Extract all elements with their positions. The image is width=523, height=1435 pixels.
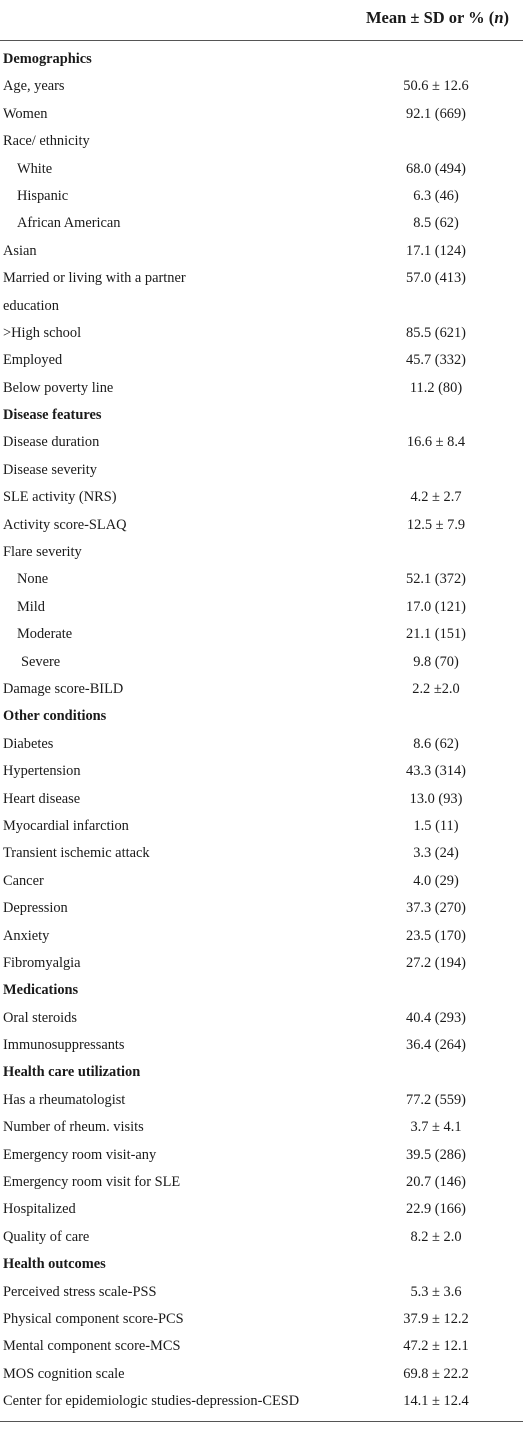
table-row [0,842,523,869]
table-row [0,349,523,376]
row-value: 27.2 (194) [406,954,466,971]
section-heading: Medications [3,982,79,999]
table-row [0,240,523,267]
row-value: 5.3 ± 3.6 [410,1283,462,1300]
table-row [0,75,523,102]
table-row [0,678,523,705]
row-value: 8.2 ± 2.0 [410,1228,462,1245]
row-label: Women [3,105,48,122]
table-row [0,1144,523,1171]
row-label: Hospitalized [3,1201,76,1218]
row-label: None [17,571,49,588]
table-row [0,815,523,842]
row-label: Employed [3,352,63,369]
row-value: 12.5 ± 7.9 [406,516,466,533]
table-row [0,1116,523,1143]
row-value: 20.7 (146) [406,1174,466,1191]
row-value: 23.5 (170) [406,927,466,944]
row-value: 22.9 (166) [406,1201,466,1218]
section-heading-row [0,1061,523,1088]
row-value: 21.1 (151) [406,626,466,643]
row-label: Disease duration [3,434,100,451]
row-label: education [3,297,59,314]
table-row [0,1226,523,1253]
row-label: Age, years [3,78,65,95]
table-row [0,788,523,815]
table-row [0,103,523,130]
row-label: >High school [3,324,82,341]
row-label: Physical component score-PCS [3,1310,184,1327]
row-value: 45.7 (332) [406,352,466,369]
row-label: Quality of care [3,1228,90,1245]
row-value: 11.2 (80) [409,379,463,396]
table-row [0,212,523,239]
row-value: 9.8 (70) [413,653,459,670]
table-row [0,1198,523,1225]
section-heading: Health outcomes [3,1256,106,1273]
row-value: 3.3 (24) [413,845,459,862]
section-heading-row [0,48,523,75]
row-label: African American [17,215,121,232]
row-label: Immunosuppressants [3,1037,125,1054]
row-value: 50.6 ± 12.6 [403,78,469,95]
row-value: 13.0 (93) [409,790,463,807]
row-value: 37.9 ± 12.2 [403,1310,469,1327]
table-row [0,267,523,294]
row-value: 4.0 (29) [413,872,459,889]
table-row [0,760,523,787]
row-value: 77.2 (559) [406,1091,466,1108]
column-header-mean-sd [366,8,509,28]
table-row [0,925,523,952]
table-row [0,322,523,349]
table-row [0,952,523,979]
bottom-rule [0,1421,523,1422]
section-heading-row [0,404,523,431]
table-row [0,459,523,486]
row-label: MOS cognition scale [3,1365,125,1382]
row-value: 3.7 ± 4.1 [410,1119,462,1136]
row-value: 52.1 (372) [406,571,466,588]
row-label: Anxiety [3,927,50,944]
table-row [0,733,523,760]
row-label: Oral steroids [3,1009,77,1026]
row-value: 4.2 ± 2.7 [410,489,462,506]
row-label: White [17,160,53,177]
row-label: Below poverty line [3,379,114,396]
row-label: Cancer [3,872,44,889]
table-row [0,185,523,212]
table-row [0,431,523,458]
row-value: 92.1 (669) [406,105,466,122]
row-label: Myocardial infarction [3,817,129,834]
section-heading: Other conditions [3,708,107,725]
table-row [0,1171,523,1198]
table-row [0,486,523,513]
table-row [0,130,523,157]
row-value: 36.4 (264) [406,1037,466,1054]
row-value: 39.5 (286) [406,1146,466,1163]
row-label: Asian [3,242,37,259]
table-row [0,514,523,541]
section-heading: Disease features [3,407,102,424]
column-header-n: n [494,8,504,27]
table-row [0,1335,523,1362]
row-label: Activity score-SLAQ [3,516,127,533]
row-value: 40.4 (293) [406,1009,466,1026]
row-value: 17.0 (121) [406,598,466,615]
row-label: Center for epidemiologic studies-depression-CESD [3,1393,300,1410]
row-label: Married or living with a partner [3,270,186,287]
section-heading: Demographics [3,51,92,67]
section-heading-row [0,979,523,1006]
table-header [0,0,523,40]
row-value: 6.3 (46) [413,187,459,204]
table-row [0,541,523,568]
header-rule [0,40,523,41]
row-label: Fibromyalgia [3,954,81,971]
table-row [0,568,523,595]
table-row [0,1308,523,1335]
row-label: Diabetes [3,735,54,752]
row-label: Depression [3,900,68,917]
row-value: 69.8 ± 22.2 [403,1365,469,1382]
row-label: Disease severity [3,461,97,478]
table-row [0,596,523,623]
row-label: Transient ischemic attack [3,845,150,862]
row-value: 8.6 (62) [413,735,459,752]
row-label: Mild [17,598,45,615]
row-label: Moderate [17,626,73,643]
table-row [0,897,523,924]
row-value: 17.1 (124) [406,242,466,259]
section-heading-row [0,705,523,732]
column-header-text: Mean ± SD or % ( [365,8,495,27]
table-row [0,1089,523,1116]
row-value: 68.0 (494) [406,160,466,177]
table-row [0,1281,523,1308]
row-label: Hispanic [17,187,69,204]
row-label: Flare severity [3,544,82,561]
section-heading: Health care utilization [3,1064,141,1081]
row-value: 8.5 (62) [413,215,459,232]
row-label: Perceived stress scale-PSS [3,1283,157,1300]
row-value: 47.2 ± 12.1 [403,1338,469,1355]
table-row [0,158,523,185]
row-value: 2.2 ±2.0 [412,680,460,697]
row-label: SLE activity (NRS) [3,489,117,506]
row-value: 16.6 ± 8.4 [406,434,466,451]
row-label: Number of rheum. visits [3,1119,144,1136]
table-row [0,1034,523,1061]
table-row [0,295,523,322]
row-label: Severe [21,653,61,670]
row-label: Has a rheumatologist [3,1091,126,1108]
row-label: Hypertension [3,763,81,780]
row-value: 57.0 (413) [406,270,466,287]
table-row [0,870,523,897]
column-header-close: ) [503,8,509,27]
table-row [0,651,523,678]
table-row [0,623,523,650]
section-heading-row [0,1253,523,1280]
row-label: Damage score-BILD [3,680,124,697]
table-row [0,1363,523,1390]
table-row [0,1390,523,1417]
row-label: Race/ ethnicity [3,133,90,150]
table-row [0,377,523,404]
row-label: Heart disease [3,790,81,807]
row-value: 1.5 (11) [413,817,459,834]
row-label: Mental component score-MCS [3,1338,181,1355]
table-row [0,1007,523,1034]
row-label: Emergency room visit for SLE [3,1174,181,1191]
row-label: Emergency room visit-any [3,1146,157,1163]
row-value: 37.3 (270) [406,900,466,917]
row-value: 14.1 ± 12.4 [403,1393,469,1410]
table-body [0,48,523,1418]
row-value: 43.3 (314) [406,763,466,780]
row-value: 85.5 (621) [406,324,466,341]
